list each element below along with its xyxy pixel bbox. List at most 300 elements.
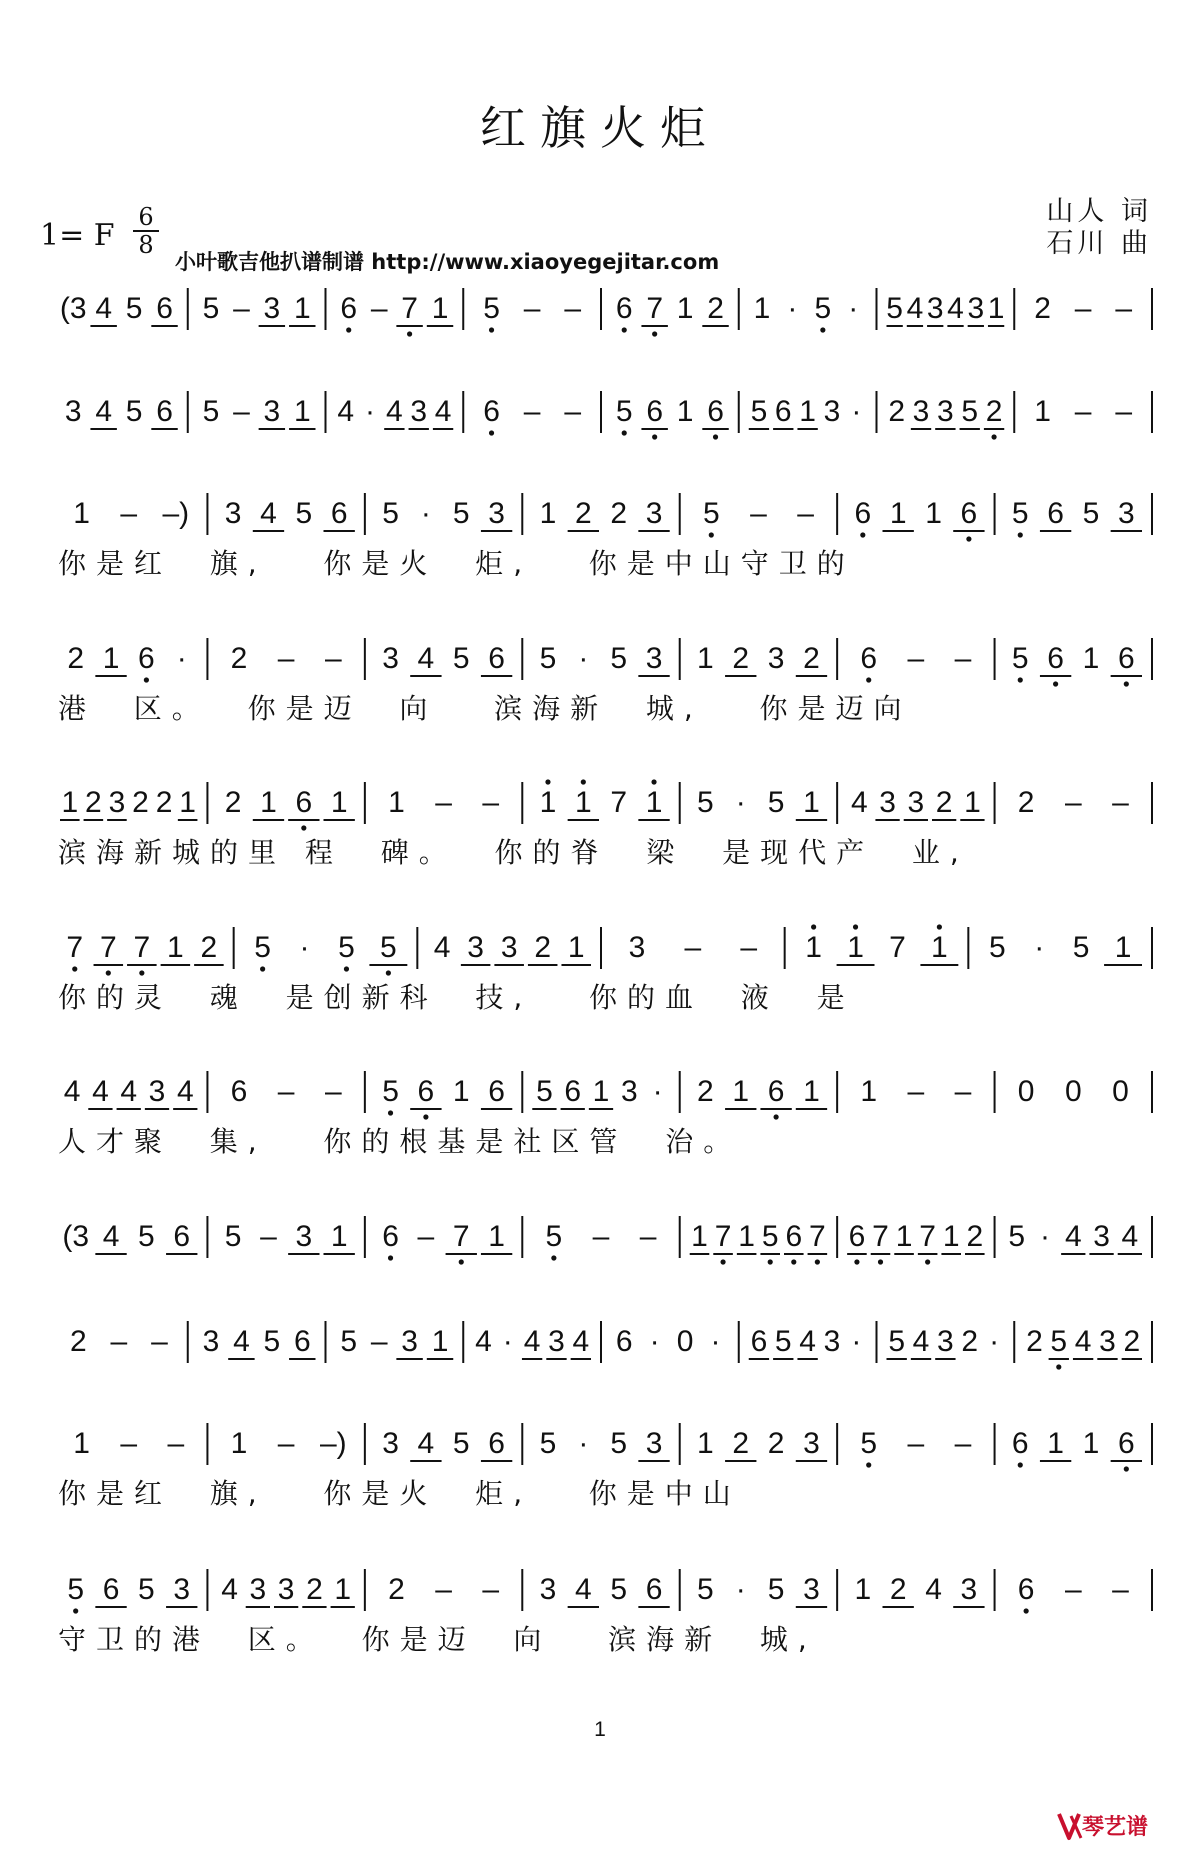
note: 1 (799, 395, 816, 428)
note: 2 (767, 1427, 785, 1460)
note: 6 (707, 395, 724, 428)
note: 1 (697, 642, 714, 675)
note: 5 (380, 931, 397, 964)
note: 1 (1047, 1427, 1064, 1460)
note: – (954, 1075, 972, 1108)
note: 2 (935, 786, 953, 819)
note: – (1115, 292, 1133, 325)
note: 4 (120, 1075, 138, 1108)
note: 5 (697, 786, 714, 819)
note: 1 (592, 1075, 610, 1108)
note: · (578, 1427, 589, 1460)
note: 1 (691, 1220, 708, 1253)
note: 1 (567, 931, 585, 964)
low-octave-dot (72, 966, 77, 971)
note: – (523, 395, 541, 428)
note: 4 (799, 1325, 816, 1358)
note: 4 (337, 395, 355, 428)
note: – (370, 292, 388, 325)
low-octave-dot (1018, 532, 1023, 537)
note: 1 (260, 786, 277, 819)
time-signature-bottom: 8 (138, 231, 154, 259)
lyric-line: 人才聚 集, 你的根基是社区管 治。 (58, 1125, 742, 1158)
note: – (564, 292, 582, 325)
note: 4 (233, 1325, 250, 1358)
note: 5 (697, 1573, 714, 1606)
note: 5 (125, 395, 143, 428)
note: 1 (738, 1220, 755, 1253)
note: 1 (102, 642, 120, 675)
note: 5 (610, 642, 628, 675)
note: · (989, 1325, 1000, 1358)
note: 1 (805, 931, 822, 964)
note: 4 (102, 1220, 120, 1253)
note: 3 (548, 1325, 565, 1358)
note: 3 (645, 1427, 663, 1460)
high-octave-dot (937, 924, 942, 929)
note: 7 (610, 786, 628, 819)
lyric-line: 港 区。 你是迈 向 滨海新 城, 你是迈向 (58, 692, 912, 725)
note: 2 (888, 395, 906, 428)
note: 0 (1017, 1075, 1035, 1108)
note: 5 (988, 931, 1006, 964)
note: 1 (293, 395, 311, 428)
note: 4 (475, 1325, 492, 1358)
note: 1 (1034, 395, 1051, 428)
note: 3 (249, 1573, 267, 1606)
note: 2 (534, 931, 552, 964)
low-octave-dot (423, 1114, 428, 1119)
note: 7 (889, 931, 906, 964)
note: –) (319, 1427, 347, 1460)
note: 6 (774, 395, 792, 428)
note: – (370, 1325, 388, 1358)
note: – (1074, 395, 1092, 428)
note: 5 (961, 395, 979, 428)
note: – (1112, 1573, 1129, 1606)
note: 2 (966, 1220, 984, 1253)
note: – (907, 1427, 925, 1460)
note: 1 (330, 1220, 348, 1253)
note: – (417, 1220, 435, 1253)
note: 6 (1117, 642, 1135, 675)
low-octave-dot (854, 1259, 859, 1264)
low-octave-dot (386, 970, 391, 975)
note: – (151, 1325, 168, 1358)
high-octave-dot (545, 779, 550, 784)
note: 2 (732, 642, 750, 675)
note: 7 (714, 1220, 732, 1253)
note: 5 (1072, 931, 1090, 964)
note: 3 (960, 1573, 978, 1606)
note: 1 (645, 786, 663, 819)
note: 3 (926, 292, 944, 325)
note: 3 (382, 642, 399, 675)
low-octave-dot (652, 331, 657, 336)
note: – (233, 292, 250, 325)
note: 5 (761, 1220, 779, 1253)
note: 1 (488, 1220, 505, 1253)
low-octave-dot (1053, 681, 1058, 686)
low-octave-dot (791, 1259, 796, 1264)
watermark-logo-text: 琴艺谱 (1082, 1815, 1149, 1840)
low-octave-dot (388, 1110, 393, 1115)
note: 6 (1117, 1427, 1135, 1460)
note: 2 (803, 642, 820, 675)
note: – (907, 642, 925, 675)
note: 1 (753, 292, 771, 325)
low-octave-dot (260, 966, 265, 971)
note: 4 (386, 395, 403, 428)
low-octave-dot (774, 1114, 779, 1119)
low-octave-dot (489, 430, 494, 435)
note: 1 (73, 497, 90, 530)
note: 4 (574, 1573, 592, 1606)
note: 6 (417, 1075, 435, 1108)
note: – (324, 1075, 342, 1108)
note: 3 (823, 395, 841, 428)
note: 5 (338, 931, 355, 964)
note: 3 (767, 642, 785, 675)
note: 3 (823, 1325, 841, 1358)
note: – (523, 292, 541, 325)
note: 6 (646, 395, 663, 428)
note: 4 (260, 497, 277, 530)
note: 3 (645, 642, 663, 675)
note: 5 (610, 1427, 628, 1460)
note: 5 (1050, 1325, 1068, 1358)
note: 3 (108, 786, 126, 819)
note: 1 (860, 1075, 878, 1108)
lyric-line: 守卫的港 区。 你是迈 向 滨海新 城, (58, 1623, 817, 1656)
note: · (1040, 1220, 1050, 1253)
note: 5 (860, 1427, 878, 1460)
high-octave-dot (581, 779, 586, 784)
note: 5 (67, 1573, 85, 1606)
note: – (482, 786, 500, 819)
note: 2 (200, 931, 218, 964)
note: 1 (803, 1075, 820, 1108)
low-octave-dot (346, 327, 351, 332)
note: 3 (645, 497, 663, 530)
note: · (578, 642, 589, 675)
note: 2 (224, 786, 242, 819)
note: 4 (433, 931, 451, 964)
note: 6 (854, 497, 872, 530)
note: 6 (860, 642, 878, 675)
note: 6 (488, 1427, 505, 1460)
note: 5 (202, 395, 220, 428)
note: 7 (99, 931, 117, 964)
note: 2 (306, 1573, 323, 1606)
note: 5 (125, 292, 143, 325)
note: 6 (138, 642, 155, 675)
note: – (120, 497, 138, 530)
note: 7 (133, 931, 151, 964)
note: 1 (167, 931, 184, 964)
note: 6 (1011, 1427, 1029, 1460)
note: 7 (919, 1220, 936, 1253)
note: 2 (67, 642, 85, 675)
note: – (435, 786, 452, 819)
note: · (649, 1325, 660, 1358)
low-octave-dot (966, 536, 971, 541)
note: 6 (330, 497, 348, 530)
note: 3 (202, 1325, 220, 1358)
note: 4 (947, 292, 964, 325)
note: – (482, 1573, 500, 1606)
note: 5 (702, 497, 720, 530)
note: 5 (774, 1325, 792, 1358)
note: 1 (330, 786, 348, 819)
low-octave-dot (622, 327, 627, 332)
note: 4 (1074, 1325, 1092, 1358)
note: – (277, 642, 295, 675)
note: 6 (1047, 642, 1064, 675)
note: 2 (230, 642, 248, 675)
note: 1 (388, 786, 405, 819)
note: 1 (61, 786, 79, 819)
note: 1 (539, 497, 557, 530)
low-octave-dot (489, 327, 494, 332)
note: 4 (417, 642, 435, 675)
note: 3 (410, 395, 428, 428)
note: 5 (767, 1573, 785, 1606)
note: 5 (1008, 1220, 1026, 1253)
note: · (502, 1325, 513, 1358)
note: 4 (523, 1325, 541, 1358)
note: 3 (879, 786, 896, 819)
note: 5 (452, 1427, 470, 1460)
note: – (324, 642, 342, 675)
note: 2 (69, 1325, 87, 1358)
note: 6 (102, 1573, 120, 1606)
note: · (176, 642, 187, 675)
note: 1 (942, 1220, 960, 1253)
note: – (435, 1573, 452, 1606)
note: – (1074, 292, 1092, 325)
note: 3 (382, 1427, 399, 1460)
time-signature-top: 6 (138, 203, 154, 231)
low-octave-dot (622, 430, 627, 435)
note: 3 (1093, 1220, 1110, 1253)
low-octave-dot (1018, 1462, 1023, 1467)
high-octave-dot (853, 924, 858, 929)
low-octave-dot (820, 327, 825, 332)
note: 1 (230, 1427, 248, 1460)
note: 3 (628, 931, 646, 964)
low-octave-dot (652, 434, 657, 439)
note: 1 (889, 497, 907, 530)
note: · (851, 395, 862, 428)
low-octave-dot (860, 532, 865, 537)
note: 2 (610, 497, 628, 530)
low-octave-dot (73, 1608, 78, 1613)
note: 4 (850, 786, 868, 819)
note: 1 (803, 786, 820, 819)
note: · (735, 786, 746, 819)
note: 6 (1047, 497, 1064, 530)
note: 4 (417, 1427, 435, 1460)
note: 4 (63, 1075, 81, 1108)
lyricist: 山人 词 (1046, 196, 1152, 227)
note: 2 (85, 786, 102, 819)
low-octave-dot (344, 966, 349, 971)
note: 3 (500, 931, 518, 964)
note: 3 (295, 1220, 313, 1253)
note: · (787, 292, 798, 325)
note: 6 (488, 642, 505, 675)
transcriber-credit: 小叶歌吉他扒谱制谱 http://www.xiaoyegejitar.com (175, 250, 720, 274)
note: 3 (937, 1325, 954, 1358)
note: 7 (809, 1220, 826, 1253)
low-octave-dot (925, 1259, 930, 1264)
note: 3 (803, 1573, 820, 1606)
note: 2 (132, 786, 149, 819)
note: 1 (431, 1325, 449, 1358)
composer: 石川 曲 (1046, 228, 1152, 259)
note: 5 (1082, 497, 1100, 530)
note: 5 (382, 497, 399, 530)
note: 5 (1011, 497, 1029, 530)
note: – (277, 1075, 295, 1108)
note: – (639, 1220, 657, 1253)
note: 2 (1123, 1325, 1141, 1358)
low-octave-dot (106, 970, 111, 975)
note: 1 (847, 931, 864, 964)
note: – (740, 931, 758, 964)
note: 3 (64, 395, 82, 428)
high-octave-dot (651, 779, 656, 784)
note: 5 (452, 497, 470, 530)
note: 5 (224, 1220, 242, 1253)
note: 3 (1099, 1325, 1116, 1358)
note: 6 (564, 1075, 582, 1108)
low-octave-dot (144, 677, 149, 682)
note: 6 (785, 1220, 803, 1253)
note: – (1064, 1573, 1082, 1606)
note: 4 (1064, 1220, 1082, 1253)
note: 5 (610, 1573, 628, 1606)
note: 3 (488, 497, 505, 530)
note: 4 (95, 292, 112, 325)
note: 1 (931, 931, 948, 964)
note: 5 (539, 642, 557, 675)
note: 4 (92, 1075, 109, 1108)
lyric-line: 你的灵 魂 是创新科 技, 你的血 液 是 (58, 981, 855, 1014)
note: 3 (967, 292, 985, 325)
note: 3 (907, 786, 925, 819)
note: 1 (452, 1075, 470, 1108)
note: 6 (340, 292, 358, 325)
note: 6 (750, 1325, 768, 1358)
note: 1 (987, 292, 1005, 325)
note: – (120, 1427, 138, 1460)
lyric-line: 滨海新城的里 程 碑。 你的脊 梁 是现代产 业, (58, 836, 969, 869)
note: 6 (483, 395, 500, 428)
note: 2 (1017, 786, 1035, 819)
note: 1 (1082, 1427, 1100, 1460)
low-octave-dot (1124, 681, 1129, 686)
note: 0 (676, 1325, 694, 1358)
note: 1 (1082, 642, 1100, 675)
note: 1 (925, 497, 942, 530)
note: – (592, 1220, 610, 1253)
note: 6 (295, 786, 313, 819)
low-octave-dot (866, 677, 871, 682)
note: 6 (615, 1325, 633, 1358)
note: 3 (401, 1325, 418, 1358)
note: 1 (293, 292, 311, 325)
note: – (797, 497, 814, 530)
low-octave-dot (1024, 1608, 1029, 1613)
note: 5 (483, 292, 500, 325)
note: 1 (574, 786, 592, 819)
note: 2 (1026, 1325, 1043, 1358)
note: 6 (488, 1075, 505, 1108)
note: · (710, 1325, 721, 1358)
song-title: 红旗火炬 (480, 101, 720, 155)
note: 5 (767, 786, 785, 819)
note: – (233, 395, 250, 428)
low-octave-dot (388, 1255, 393, 1260)
note: 1 (334, 1573, 352, 1606)
low-octave-dot (407, 331, 412, 336)
note: – (260, 1220, 277, 1253)
note: 2 (697, 1075, 714, 1108)
note: – (750, 497, 767, 530)
low-octave-dot (720, 1259, 725, 1264)
note: 3 (620, 1075, 638, 1108)
note: 2 (732, 1427, 750, 1460)
lyric-line: 你是红 旗, 你是火 炬, 你是中山 (58, 1477, 741, 1510)
note: 1 (676, 395, 694, 428)
note: 1 (179, 786, 196, 819)
note: 7 (66, 931, 84, 964)
note: · (735, 1573, 746, 1606)
note: 6 (615, 292, 633, 325)
low-octave-dot (139, 970, 144, 975)
note: 6 (156, 395, 173, 428)
note: 6 (1017, 1573, 1035, 1606)
note: –) (162, 497, 190, 530)
note: 2 (155, 786, 173, 819)
note: 3 (263, 292, 281, 325)
note: 4 (221, 1573, 238, 1606)
note: 1 (73, 1427, 90, 1460)
note: 5 (1011, 642, 1029, 675)
note: 2 (1034, 292, 1051, 325)
low-octave-dot (713, 434, 718, 439)
note: 2 (707, 292, 724, 325)
note: 1 (732, 1075, 750, 1108)
note: – (1064, 786, 1082, 819)
low-octave-dot (815, 1259, 820, 1264)
note: 4 (1121, 1220, 1139, 1253)
page-number: 1 (594, 1718, 606, 1741)
note: 3 (467, 931, 484, 964)
low-octave-dot (866, 1462, 871, 1467)
note: 5 (539, 1427, 557, 1460)
note: 5 (138, 1573, 155, 1606)
note: – (954, 642, 972, 675)
note: · (299, 931, 310, 964)
note: (3 (62, 1220, 90, 1253)
note: 4 (906, 292, 924, 325)
note: · (652, 1075, 663, 1108)
low-octave-dot (1018, 677, 1023, 682)
note: 4 (925, 1573, 942, 1606)
